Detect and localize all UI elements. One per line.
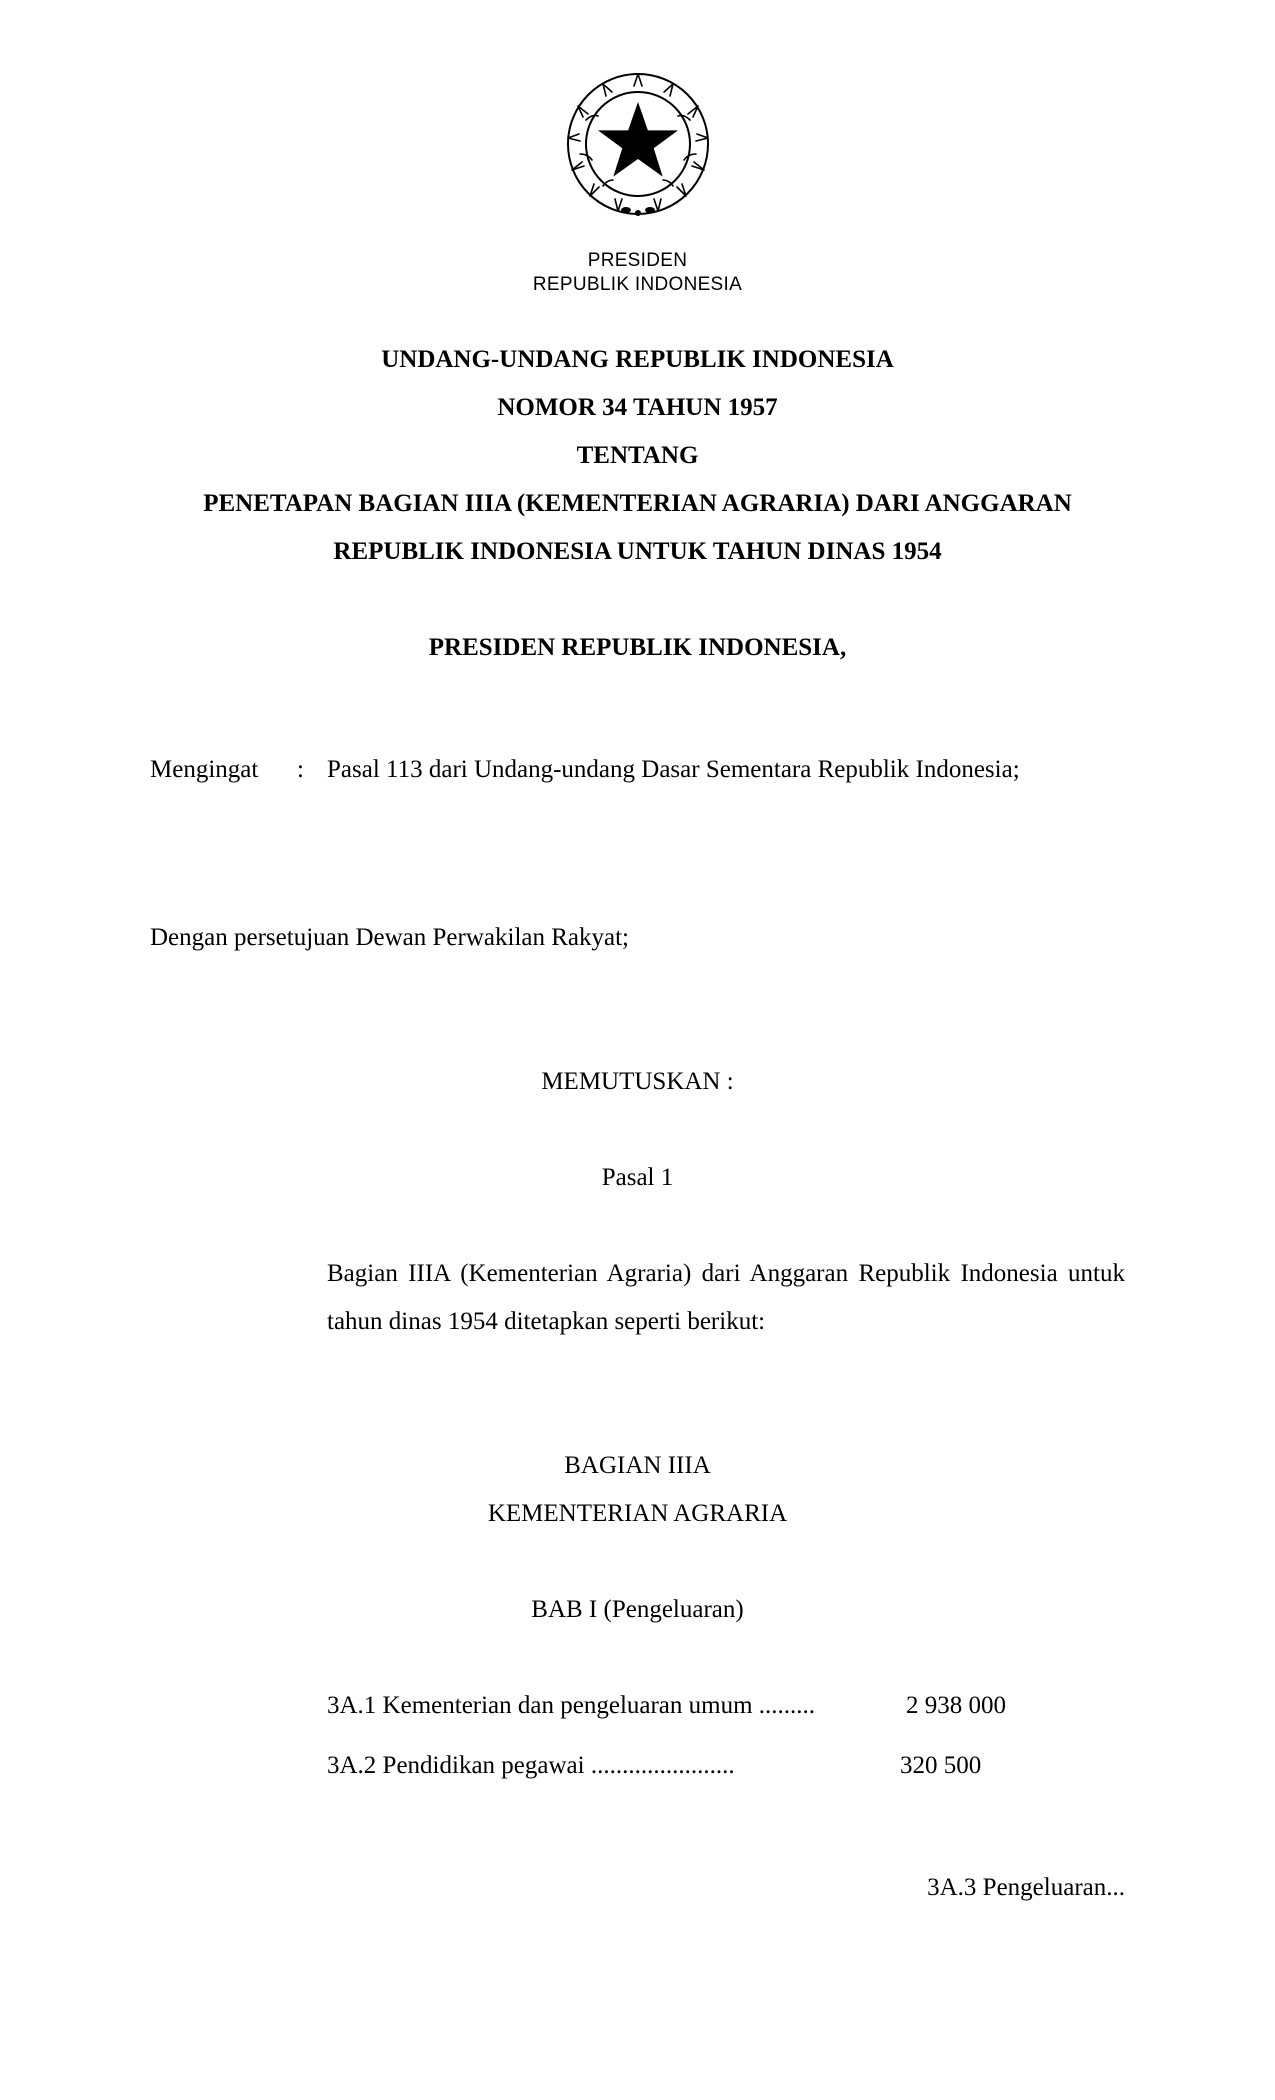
president-heading: PRESIDEN REPUBLIK INDONESIA, — [428, 634, 847, 661]
section-chapter: BAB I (Pengeluaran) — [531, 1596, 744, 1623]
section-part: BAGIAN IIIA — [564, 1452, 711, 1479]
letterhead-line-president: PRESIDEN — [587, 250, 688, 271]
law-title-line-3: TENTANG — [576, 442, 699, 469]
approval-statement: Dengan persetujuan Dewan Perwakilan Rakyat; — [150, 924, 630, 951]
budget-item-label: 3A.1 Kementerian dan pengeluaran umum ......... — [327, 1692, 816, 1719]
budget-item-label: 3A.2 Pendidikan pegawai ....................... — [327, 1752, 735, 1779]
budget-item-amount: 2 938 000 — [906, 1692, 1006, 1719]
law-title-line-1: UNDANG-UNDANG REPUBLIK INDONESIA — [381, 346, 894, 373]
considering-colon: : — [297, 756, 304, 783]
law-title-line-5: REPUBLIK INDONESIA UNTUK TAHUN DINAS 1954 — [333, 538, 942, 565]
section-ministry: KEMENTERIAN AGRARIA — [487, 1500, 788, 1527]
emblem-graphic — [558, 68, 718, 228]
page-continuation: 3A.3 Pengeluaran... — [927, 1874, 1125, 1901]
decision-heading: MEMUTUSKAN : — [541, 1068, 734, 1095]
article-text: Bagian IIIA (Kementerian Agraria) dari Anggaran Republik Indonesia untuk tahun dinas 1954 ditetapkan seperti berikut: — [327, 1260, 1125, 1335]
law-title-line-4: PENETAPAN BAGIAN IIIA (KEMENTERIAN AGRARIA) DARI ANGGARAN — [203, 490, 1072, 517]
budget-item-amount: 320 500 — [900, 1752, 982, 1779]
state-emblem-icon — [558, 68, 718, 228]
article-heading: Pasal 1 — [601, 1164, 674, 1191]
law-title-line-2: NOMOR 34 TAHUN 1957 — [497, 394, 778, 421]
considering-text: Pasal 113 dari Undang-undang Dasar Sementara Republik Indonesia; — [327, 756, 1020, 783]
letterhead-line-republic: REPUBLIK INDONESIA — [532, 274, 743, 295]
considering-label: Mengingat — [150, 756, 259, 783]
